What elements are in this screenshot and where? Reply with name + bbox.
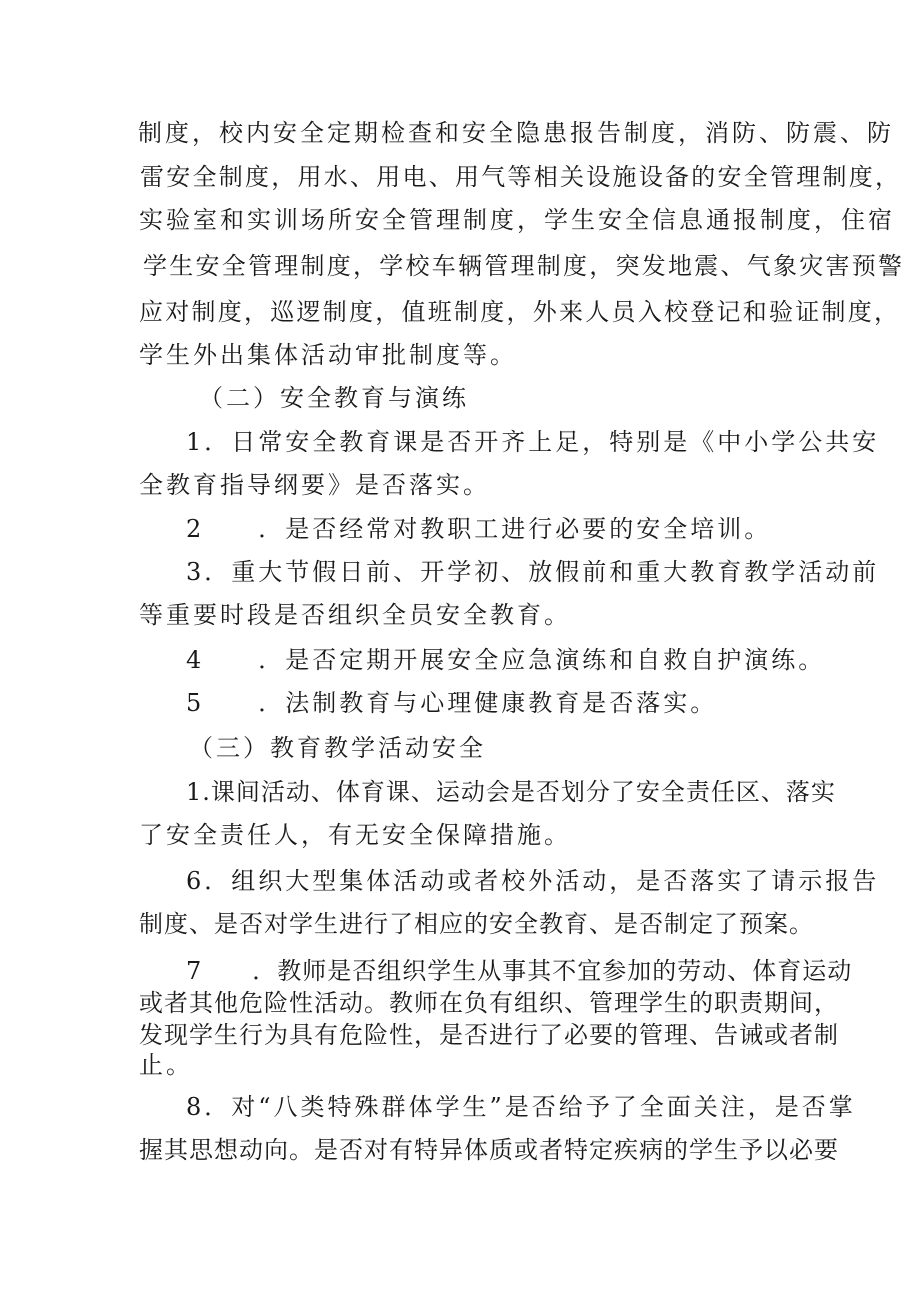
text-line: 发现学生行为具有危险性，是否进行了必要的管理、告诫或者制 [139, 1021, 839, 1049]
text-line: 握其思想动向。是否对有特异体质或者特定疾病的学生予以必要 [139, 1136, 839, 1164]
text-line: 1．日常安全教育课是否开齐上足，特别是《中小学公共安 [186, 428, 880, 456]
text-line: 学生安全管理制度，学校车辆管理制度，突发地震、气象灾害预警 [143, 252, 905, 280]
text-line: 雷安全制度，用水、用电、用气等相关设施设备的安全管理制度， [140, 163, 902, 191]
text-line: 全教育指导纲要》是否落实。 [139, 471, 490, 499]
section-heading: （二）安全教育与演练 [199, 384, 469, 412]
text-line: 6．组织大型集体活动或者校外活动，是否落实了请示报告 [186, 867, 880, 895]
text-line: 4 ．是否定期开展安全应急演练和自救自护演练。 [186, 646, 826, 674]
text-line: 实验室和实训场所安全管理制度，学生安全信息通报制度，住宿 [139, 206, 895, 234]
text-line: 制度，校内安全定期检查和安全隐患报告制度，消防、防震、防 [138, 119, 894, 147]
text-line: 了安全责任人，有无安全保障措施。 [139, 821, 571, 849]
text-line: 1.课间活动、体育课、运动会是否划分了安全责任区、落实 [186, 778, 836, 806]
text-line: 应对制度，巡逻制度，值班制度，外来人员入校登记和验证制度， [139, 298, 901, 326]
text-line: 2 ．是否经常对教职工进行必要的安全培训。 [186, 515, 772, 543]
text-line: 学生外出集体活动审批制度等。 [139, 341, 517, 369]
text-line: 或者其他危险性活动。教师在负有组织、管理学生的职责期间， [139, 989, 839, 1017]
text-line: 等重要时段是否组织全员安全教育。 [139, 601, 571, 629]
text-line: 5 ．法制教育与心理健康教育是否落实。 [186, 689, 718, 717]
text-line: 8．对“八类特殊群体学生”是否给予了全面关注，是否掌 [186, 1093, 856, 1121]
text-line: 7 ．教师是否组织学生从事其不宜参加的劳动、体育运动 [186, 957, 853, 985]
text-line: 3．重大节假日前、开学初、放假前和重大教育教学活动前 [186, 558, 880, 586]
text-line: 制度、是否对学生进行了相应的安全教育、是否制定了预案。 [139, 910, 814, 938]
text-line: 止。 [139, 1051, 193, 1079]
section-heading: （三）教育教学活动安全 [189, 734, 486, 762]
